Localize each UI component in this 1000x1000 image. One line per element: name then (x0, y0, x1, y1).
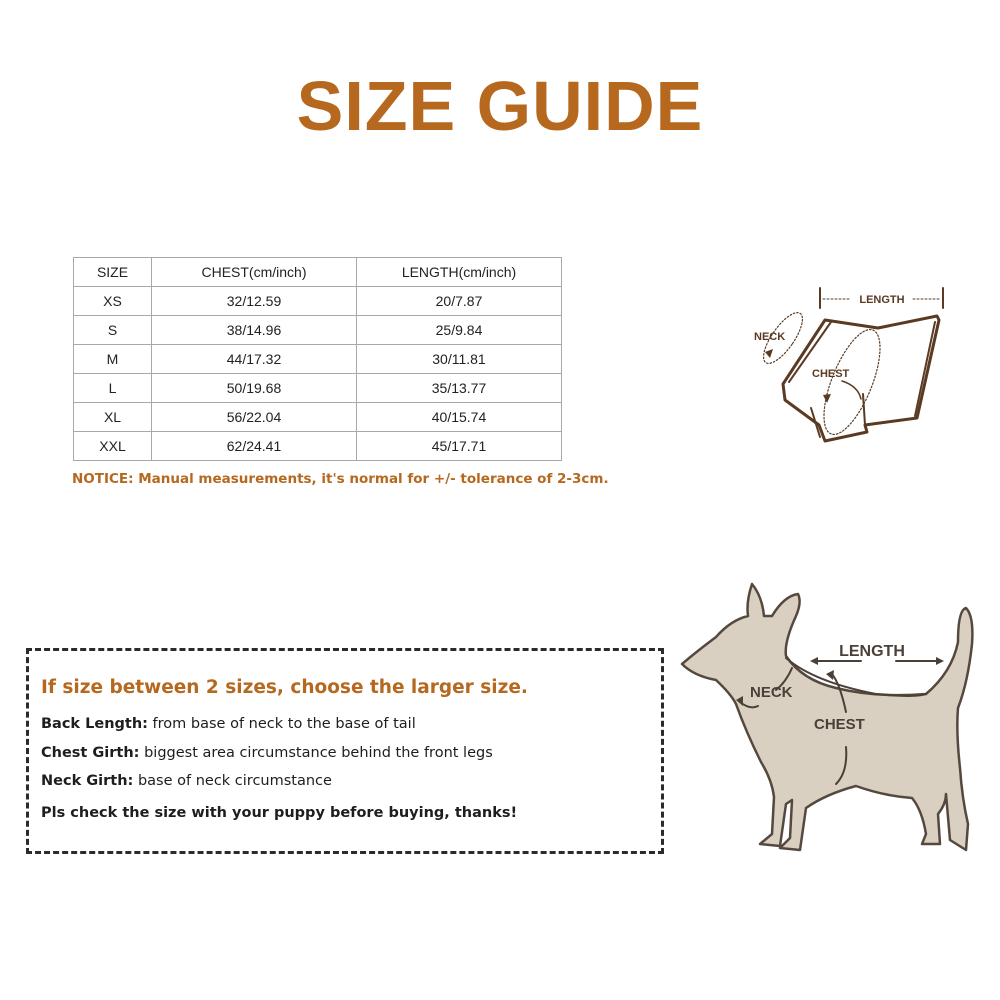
dog-measurement-illustration (676, 572, 986, 857)
dog-chest-label: CHEST (814, 716, 865, 733)
tip-desc: base of neck circumstance (133, 773, 332, 789)
cell-length: 30/11.81 (357, 345, 562, 374)
header-chest: CHEST(cm/inch) (152, 258, 357, 287)
table-row (74, 345, 562, 374)
header-length: LENGTH(cm/inch) (357, 258, 562, 287)
tip-closing: Pls check the size with your puppy before buying, thanks! (41, 805, 518, 821)
vest-length-label: LENGTH (859, 294, 905, 306)
tip-term: Neck Girth: (41, 773, 134, 789)
vest-chest-label: CHEST (812, 368, 850, 380)
table-row (74, 374, 562, 403)
cell-chest: 38/14.96 (152, 316, 357, 345)
cell-chest: 50/19.68 (152, 374, 357, 403)
tip-back-length (41, 716, 416, 732)
tip-chest-girth (41, 745, 493, 761)
tip-term: Back Length: (41, 716, 148, 732)
cell-length: 35/13.77 (357, 374, 562, 403)
table-row (74, 316, 562, 345)
table-row (74, 403, 562, 432)
dog-neck-label: NECK (750, 684, 793, 701)
page-title: SIZE GUIDE (296, 67, 704, 145)
header-size: SIZE (74, 258, 152, 287)
cell-chest: 62/24.41 (152, 432, 357, 461)
size-table (73, 257, 562, 461)
measurement-notice: NOTICE: Manual measurements, it's normal for +/- tolerance of 2-3cm. (72, 471, 609, 487)
cell-size: S (74, 316, 152, 345)
table-row (74, 432, 562, 461)
tip-desc: from base of neck to the base of tail (147, 716, 416, 732)
cell-size: M (74, 345, 152, 374)
cell-chest: 32/12.59 (152, 287, 357, 316)
cell-chest: 44/17.32 (152, 345, 357, 374)
table-header-row (74, 258, 562, 287)
sizing-tips-box (26, 648, 664, 854)
cell-length: 40/15.74 (357, 403, 562, 432)
cell-size: XS (74, 287, 152, 316)
tip-neck-girth (41, 773, 332, 789)
dog-length-label: LENGTH (839, 643, 905, 660)
cell-size: XL (74, 403, 152, 432)
cell-length: 20/7.87 (357, 287, 562, 316)
cell-length: 45/17.71 (357, 432, 562, 461)
vest-diagram-illustration (745, 282, 955, 447)
tip-desc: biggest area circumstance behind the front legs (139, 745, 493, 761)
tip-term: Chest Girth: (41, 745, 140, 761)
cell-length: 25/9.84 (357, 316, 562, 345)
cell-size: XXL (74, 432, 152, 461)
table-row (74, 287, 562, 316)
vest-neck-label: NECK (754, 331, 786, 343)
cell-chest: 56/22.04 (152, 403, 357, 432)
cell-size: L (74, 374, 152, 403)
tips-heading: If size between 2 sizes, choose the larger size. (41, 677, 528, 698)
